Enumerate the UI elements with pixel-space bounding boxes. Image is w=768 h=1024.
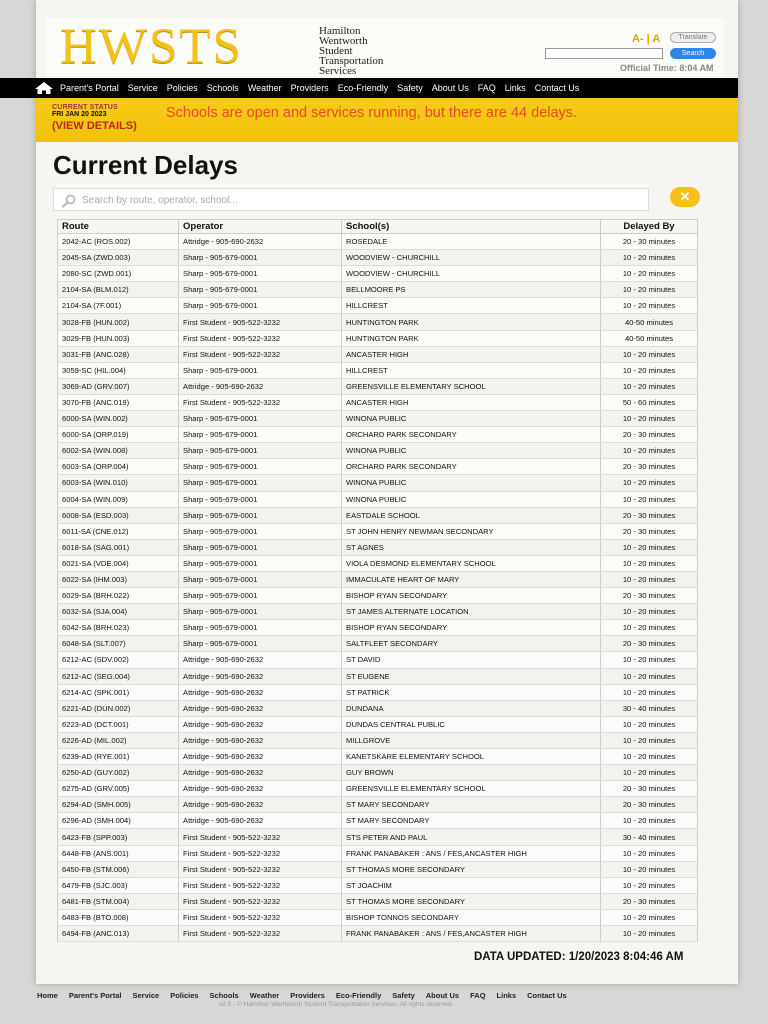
header-delayed-by[interactable]: Delayed By <box>601 220 698 234</box>
route-cell: 6212-AC (SEG.004) <box>58 668 179 684</box>
delay-cell: 10 - 20 minutes <box>601 346 698 362</box>
delay-cell: 10 - 20 minutes <box>601 475 698 491</box>
table-row <box>58 378 698 394</box>
school-cell: ST DAVID <box>342 652 601 668</box>
footer-policies[interactable]: Policies <box>170 991 199 1000</box>
school-cell: STS PETER AND PAUL <box>342 829 601 845</box>
delay-cell: 10 - 20 minutes <box>601 620 698 636</box>
delays-table-body <box>58 234 698 942</box>
table-row <box>58 877 698 893</box>
site-logo[interactable]: HWSTS <box>60 19 243 75</box>
delay-cell: 20 - 30 minutes <box>601 459 698 475</box>
school-cell: ST JOACHIM <box>342 877 601 893</box>
delay-cell: 10 - 20 minutes <box>601 282 698 298</box>
route-cell: 6000-SA (ORP.019) <box>58 427 179 443</box>
delay-cell: 10 - 20 minutes <box>601 845 698 861</box>
school-cell: GUY BROWN <box>342 765 601 781</box>
school-cell: DUNDAS CENTRAL PUBLIC <box>342 716 601 732</box>
route-cell: 6223-AD (DCT.001) <box>58 716 179 732</box>
route-cell: 6029-SA (BRH.022) <box>58 588 179 604</box>
school-cell: ST EUGENE <box>342 668 601 684</box>
operator-cell: Sharp - 905-679-0001 <box>179 266 342 282</box>
school-cell: BISHOP RYAN SECONDARY <box>342 620 601 636</box>
operator-cell: Sharp - 905-679-0001 <box>179 523 342 539</box>
footer-links[interactable]: Links <box>496 991 517 1000</box>
operator-cell: Sharp - 905-679-0001 <box>179 282 342 298</box>
delays-table <box>57 219 698 942</box>
footer-eco-friendly[interactable]: Eco-Friendly <box>335 991 382 1000</box>
table-row <box>58 459 698 475</box>
delay-cell: 20 - 30 minutes <box>601 507 698 523</box>
main-nav <box>0 78 738 98</box>
table-row <box>58 893 698 909</box>
route-cell: 6042-SA (BRH.023) <box>58 620 179 636</box>
table-row <box>58 813 698 829</box>
operator-cell: Attridge - 905-690-2632 <box>179 700 342 716</box>
route-cell: 6003-SA (ORP.004) <box>58 459 179 475</box>
table-row <box>58 523 698 539</box>
delay-search-input[interactable] <box>82 193 642 208</box>
route-cell: 6483-FB (BTO.008) <box>58 909 179 925</box>
school-cell: ST PATRICK <box>342 684 601 700</box>
route-cell: 6481-FB (STM.004) <box>58 893 179 909</box>
table-row <box>58 797 698 813</box>
footer-safety[interactable]: Safety <box>392 991 415 1000</box>
operator-cell: Sharp - 905-679-0001 <box>179 555 342 571</box>
school-cell: GREENSVILLE ELEMENTARY SCHOOL <box>342 378 601 394</box>
operator-cell: Attridge - 905-690-2632 <box>179 652 342 668</box>
route-cell: 6479-FB (SJC.003) <box>58 877 179 893</box>
operator-cell: Attridge - 905-690-2632 <box>179 765 342 781</box>
close-icon[interactable]: ✕ <box>670 187 700 207</box>
operator-cell: First Student - 905-522-3232 <box>179 926 342 942</box>
operator-cell: Sharp - 905-679-0001 <box>179 571 342 587</box>
operator-cell: Sharp - 905-679-0001 <box>179 362 342 378</box>
delay-cell: 20 - 30 minutes <box>601 636 698 652</box>
route-cell: 6239-AD (RYE.001) <box>58 749 179 765</box>
table-row <box>58 427 698 443</box>
school-cell: GREENSVILLE ELEMENTARY SCHOOL <box>342 781 601 797</box>
table-row <box>58 282 698 298</box>
operator-cell: First Student - 905-522-3232 <box>179 346 342 362</box>
delay-cell: 20 - 30 minutes <box>601 588 698 604</box>
delay-cell: 10 - 20 minutes <box>601 362 698 378</box>
nav-links[interactable]: Links <box>504 83 526 93</box>
route-cell: 6003-SA (WIN.010) <box>58 475 179 491</box>
table-row <box>58 250 698 266</box>
delay-search <box>53 188 649 211</box>
table-row <box>58 475 698 491</box>
table-row <box>58 330 698 346</box>
route-cell: 6021-SA (VDE.004) <box>58 555 179 571</box>
nav-contact-us[interactable]: Contact Us <box>534 83 580 93</box>
footer-home[interactable]: Home <box>37 991 58 1000</box>
school-cell: BISHOP TONNOS SECONDARY <box>342 909 601 925</box>
table-row <box>58 845 698 861</box>
operator-cell: Attridge - 905-690-2632 <box>179 234 342 250</box>
table-row <box>58 588 698 604</box>
operator-cell: Sharp - 905-679-0001 <box>179 459 342 475</box>
operator-cell: First Student - 905-522-3232 <box>179 877 342 893</box>
route-cell: 3069-AD (GRV.007) <box>58 378 179 394</box>
school-cell: HILLCREST <box>342 298 601 314</box>
table-row <box>58 362 698 378</box>
view-details-link[interactable]: (VIEW DETAILS) <box>52 120 137 132</box>
route-cell: 6296-AD (SMH.004) <box>58 813 179 829</box>
delay-cell: 10 - 20 minutes <box>601 443 698 459</box>
table-row <box>58 411 698 427</box>
school-cell: EASTDALE SCHOOL <box>342 507 601 523</box>
operator-cell: Sharp - 905-679-0001 <box>179 588 342 604</box>
school-cell: WINONA PUBLIC <box>342 491 601 507</box>
delay-cell: 20 - 30 minutes <box>601 427 698 443</box>
school-cell: KANETSKARE ELEMENTARY SCHOOL <box>342 749 601 765</box>
nav-schools[interactable]: Schools <box>206 83 239 93</box>
route-cell: 6002-SA (WIN.008) <box>58 443 179 459</box>
operator-cell: Sharp - 905-679-0001 <box>179 620 342 636</box>
footer-weather[interactable]: Weather <box>249 991 280 1000</box>
delay-cell: 10 - 20 minutes <box>601 652 698 668</box>
delay-cell: 30 - 40 minutes <box>601 829 698 845</box>
table-row <box>58 652 698 668</box>
school-cell: IMMACULATE HEART OF MARY <box>342 571 601 587</box>
route-cell: 3059-SC (HIL.004) <box>58 362 179 378</box>
delay-cell: 20 - 30 minutes <box>601 234 698 250</box>
school-cell: WINONA PUBLIC <box>342 443 601 459</box>
operator-cell: Sharp - 905-679-0001 <box>179 636 342 652</box>
table-row <box>58 443 698 459</box>
nav-eco-friendly[interactable]: Eco-Friendly <box>337 83 389 93</box>
school-cell: ORCHARD PARK SECONDARY <box>342 427 601 443</box>
table-row <box>58 765 698 781</box>
school-cell: VIOLA DESMOND ELEMENTARY SCHOOL <box>342 555 601 571</box>
route-cell: 6004-SA (WIN.009) <box>58 491 179 507</box>
delay-cell: 10 - 20 minutes <box>601 571 698 587</box>
table-row <box>58 234 698 250</box>
footer-parents-portal[interactable]: Parent's Portal <box>68 991 122 1000</box>
search-icon <box>61 194 77 208</box>
footer-schools[interactable]: Schools <box>209 991 239 1000</box>
operator-cell: Sharp - 905-679-0001 <box>179 539 342 555</box>
delay-cell: 10 - 20 minutes <box>601 926 698 942</box>
delay-cell: 10 - 20 minutes <box>601 684 698 700</box>
delay-cell: 10 - 20 minutes <box>601 765 698 781</box>
table-row <box>58 749 698 765</box>
table-row <box>58 684 698 700</box>
school-cell: WOODVIEW - CHURCHILL <box>342 266 601 282</box>
route-cell: 6294-AD (SMH.005) <box>58 797 179 813</box>
table-row <box>58 829 698 845</box>
operator-cell: Sharp - 905-679-0001 <box>179 443 342 459</box>
operator-cell: Attridge - 905-690-2632 <box>179 684 342 700</box>
route-cell: 2104-SA (BLM.012) <box>58 282 179 298</box>
school-cell: ST MARY SECONDARY <box>342 797 601 813</box>
nav-faq[interactable]: FAQ <box>477 83 496 93</box>
operator-cell: First Student - 905-522-3232 <box>179 330 342 346</box>
footer-copyright: v2.5 - © Hamilton Wentworth Student Transportation Services. All rights reserved. <box>219 1001 454 1008</box>
status-label: CURRENT STATUS <box>52 104 118 111</box>
table-row <box>58 861 698 877</box>
route-cell: 6450-FB (STM.006) <box>58 861 179 877</box>
operator-cell: Sharp - 905-679-0001 <box>179 604 342 620</box>
school-cell: HUNTINGTON PARK <box>342 330 601 346</box>
school-cell: ROSEDALE <box>342 234 601 250</box>
route-cell: 6212-AC (SDV.002) <box>58 652 179 668</box>
route-cell: 2042-AC (ROS.002) <box>58 234 179 250</box>
delay-cell: 40-50 minutes <box>601 314 698 330</box>
delay-cell: 50 - 60 minutes <box>601 394 698 410</box>
nav-providers[interactable]: Providers <box>290 83 329 93</box>
operator-cell: Attridge - 905-690-2632 <box>179 797 342 813</box>
delay-cell: 20 - 30 minutes <box>601 523 698 539</box>
delay-cell: 10 - 20 minutes <box>601 378 698 394</box>
delay-cell: 10 - 20 minutes <box>601 411 698 427</box>
delay-cell: 40-50 minutes <box>601 330 698 346</box>
delay-cell: 10 - 20 minutes <box>601 861 698 877</box>
table-row <box>58 604 698 620</box>
nav-about-us[interactable]: About Us <box>431 83 469 93</box>
route-cell: 2080-SC (ZWD.001) <box>58 266 179 282</box>
operator-cell: Sharp - 905-679-0001 <box>179 475 342 491</box>
table-row <box>58 781 698 797</box>
delay-cell: 10 - 20 minutes <box>601 813 698 829</box>
table-row <box>58 668 698 684</box>
route-cell: 6018-SA (SAG.001) <box>58 539 179 555</box>
data-updated: DATA UPDATED: 1/20/2023 8:04:46 AM <box>474 951 684 963</box>
school-cell: WINONA PUBLIC <box>342 411 601 427</box>
route-cell: 3029-FB (HUN.003) <box>58 330 179 346</box>
school-cell: ST THOMAS MORE SECONDARY <box>342 893 601 909</box>
school-cell: ST AGNES <box>342 539 601 555</box>
status-message: Schools are open and services running, but there are 44 delays. <box>166 105 578 121</box>
operator-cell: First Student - 905-522-3232 <box>179 829 342 845</box>
operator-cell: Attridge - 905-690-2632 <box>179 781 342 797</box>
school-cell: ORCHARD PARK SECONDARY <box>342 459 601 475</box>
delay-cell: 10 - 20 minutes <box>601 266 698 282</box>
site-search-input[interactable] <box>545 48 663 59</box>
delay-cell: 10 - 20 minutes <box>601 668 698 684</box>
operator-cell: First Student - 905-522-3232 <box>179 909 342 925</box>
nav-parents-portal[interactable]: Parent's Portal <box>60 83 119 93</box>
logo-subtitle: Hamilton Wentworth Student Transportation Services <box>319 25 384 77</box>
table-row <box>58 346 698 362</box>
footer-service[interactable]: Service <box>132 991 160 1000</box>
operator-cell: Attridge - 905-690-2632 <box>179 749 342 765</box>
school-cell: HUNTINGTON PARK <box>342 314 601 330</box>
translate-button[interactable]: Translate <box>670 32 716 43</box>
status-date: FRI JAN 20 2023 <box>52 111 107 118</box>
route-cell: 3028-FB (HUN.002) <box>58 314 179 330</box>
table-row <box>58 539 698 555</box>
school-cell: ST THOMAS MORE SECONDARY <box>342 861 601 877</box>
school-cell: WINONA PUBLIC <box>342 475 601 491</box>
operator-cell: Sharp - 905-679-0001 <box>179 427 342 443</box>
table-row <box>58 700 698 716</box>
route-cell: 6032-SA (SJA.004) <box>58 604 179 620</box>
school-cell: ANCASTER HIGH <box>342 346 601 362</box>
operator-cell: Attridge - 905-690-2632 <box>179 716 342 732</box>
route-cell: 6275-AD (GRV.005) <box>58 781 179 797</box>
route-cell: 6022-SA (IHM.003) <box>58 571 179 587</box>
table-row <box>58 491 698 507</box>
operator-cell: First Student - 905-522-3232 <box>179 314 342 330</box>
page-title: Current Delays <box>53 150 238 180</box>
font-size-controls[interactable]: A- | A <box>632 33 661 45</box>
nav-policies[interactable]: Policies <box>166 83 198 93</box>
delay-cell: 20 - 30 minutes <box>601 781 698 797</box>
table-row <box>58 571 698 587</box>
delay-cell: 10 - 20 minutes <box>601 250 698 266</box>
table-row <box>58 298 698 314</box>
route-cell: 6008-SA (ESD.003) <box>58 507 179 523</box>
nav-weather[interactable]: Weather <box>247 83 282 93</box>
delay-cell: 10 - 20 minutes <box>601 716 698 732</box>
operator-cell: First Student - 905-522-3232 <box>179 394 342 410</box>
route-cell: 6221-AD (DUN.002) <box>58 700 179 716</box>
route-cell: 6494-FB (ANC.013) <box>58 926 179 942</box>
table-row <box>58 394 698 410</box>
operator-cell: First Student - 905-522-3232 <box>179 845 342 861</box>
home-icon[interactable] <box>34 81 54 95</box>
school-cell: HILLCREST <box>342 362 601 378</box>
delay-cell: 10 - 20 minutes <box>601 298 698 314</box>
table-row <box>58 732 698 748</box>
school-cell: WOODVIEW - CHURCHILL <box>342 250 601 266</box>
route-cell: 3070-FB (ANC.019) <box>58 394 179 410</box>
nav-safety[interactable]: Safety <box>397 83 423 93</box>
delay-cell: 10 - 20 minutes <box>601 604 698 620</box>
table-row <box>58 266 698 282</box>
operator-cell: Sharp - 905-679-0001 <box>179 507 342 523</box>
table-row <box>58 716 698 732</box>
table-row <box>58 636 698 652</box>
operator-cell: Sharp - 905-679-0001 <box>179 411 342 427</box>
route-cell: 6011-SA (CNE.012) <box>58 523 179 539</box>
operator-cell: Sharp - 905-679-0001 <box>179 491 342 507</box>
route-cell: 6214-AC (SPK.001) <box>58 684 179 700</box>
footer-about-us[interactable]: About Us <box>425 991 460 1000</box>
operator-cell: Sharp - 905-679-0001 <box>179 298 342 314</box>
status-banner <box>36 98 738 142</box>
delay-cell: 10 - 20 minutes <box>601 491 698 507</box>
delay-cell: 10 - 20 minutes <box>601 539 698 555</box>
route-cell: 6226-AD (MIL.002) <box>58 732 179 748</box>
school-cell: MILLGROVE <box>342 732 601 748</box>
site-search-button[interactable]: Search <box>670 48 716 59</box>
delay-cell: 30 - 40 minutes <box>601 700 698 716</box>
route-cell: 6000-SA (WIN.002) <box>58 411 179 427</box>
delay-cell: 10 - 20 minutes <box>601 732 698 748</box>
route-cell: 2045-SA (ZWD.003) <box>58 250 179 266</box>
site-header <box>46 18 724 78</box>
operator-cell: First Student - 905-522-3232 <box>179 893 342 909</box>
route-cell: 6250-AD (GUY.002) <box>58 765 179 781</box>
header-route[interactable]: Route <box>58 220 179 234</box>
delay-cell: 10 - 20 minutes <box>601 555 698 571</box>
school-cell: ST JAMES ALTERNATE LOCATION <box>342 604 601 620</box>
school-cell: BISHOP RYAN SECONDARY <box>342 588 601 604</box>
table-row <box>58 555 698 571</box>
header-schools[interactable]: School(s) <box>342 220 601 234</box>
delay-cell: 20 - 30 minutes <box>601 797 698 813</box>
footer-nav <box>37 991 578 1000</box>
delay-cell: 10 - 20 minutes <box>601 877 698 893</box>
footer-providers[interactable]: Providers <box>290 991 325 1000</box>
operator-cell: Attridge - 905-690-2632 <box>179 668 342 684</box>
school-cell: BELLMOORE PS <box>342 282 601 298</box>
delay-cell: 20 - 30 minutes <box>601 893 698 909</box>
route-cell: 2104-SA (7F.001) <box>58 298 179 314</box>
operator-cell: Attridge - 905-690-2632 <box>179 813 342 829</box>
official-time: Official Time: 8:04 AM <box>620 63 714 73</box>
route-cell: 3031-FB (ANC.028) <box>58 346 179 362</box>
delay-cell: 10 - 20 minutes <box>601 909 698 925</box>
operator-cell: Sharp - 905-679-0001 <box>179 250 342 266</box>
school-cell: SALTFLEET SECONDARY <box>342 636 601 652</box>
table-row <box>58 909 698 925</box>
footer-contact-us[interactable]: Contact Us <box>527 991 567 1000</box>
operator-cell: First Student - 905-522-3232 <box>179 861 342 877</box>
route-cell: 6423-FB (SPP.003) <box>58 829 179 845</box>
table-header-row <box>58 220 698 234</box>
operator-cell: Attridge - 905-690-2632 <box>179 378 342 394</box>
table-row <box>58 507 698 523</box>
school-cell: ANCASTER HIGH <box>342 394 601 410</box>
route-cell: 6048-SA (SLT.007) <box>58 636 179 652</box>
school-cell: FRANK PANABAKER : ANS / FES,ANCASTER HIGH <box>342 926 601 942</box>
school-cell: FRANK PANABAKER : ANS / FES,ANCASTER HIGH <box>342 845 601 861</box>
route-cell: 6448-FB (ANS.001) <box>58 845 179 861</box>
header-operator[interactable]: Operator <box>179 220 342 234</box>
operator-cell: Attridge - 905-690-2632 <box>179 732 342 748</box>
delay-cell: 10 - 20 minutes <box>601 749 698 765</box>
nav-service[interactable]: Service <box>127 83 158 93</box>
school-cell: ST JOHN HENRY NEWMAN SECONDARY <box>342 523 601 539</box>
table-row <box>58 620 698 636</box>
school-cell: ST MARY SECONDARY <box>342 813 601 829</box>
table-row <box>58 926 698 942</box>
school-cell: DUNDANA <box>342 700 601 716</box>
footer-faq[interactable]: FAQ <box>470 991 486 1000</box>
table-row <box>58 314 698 330</box>
